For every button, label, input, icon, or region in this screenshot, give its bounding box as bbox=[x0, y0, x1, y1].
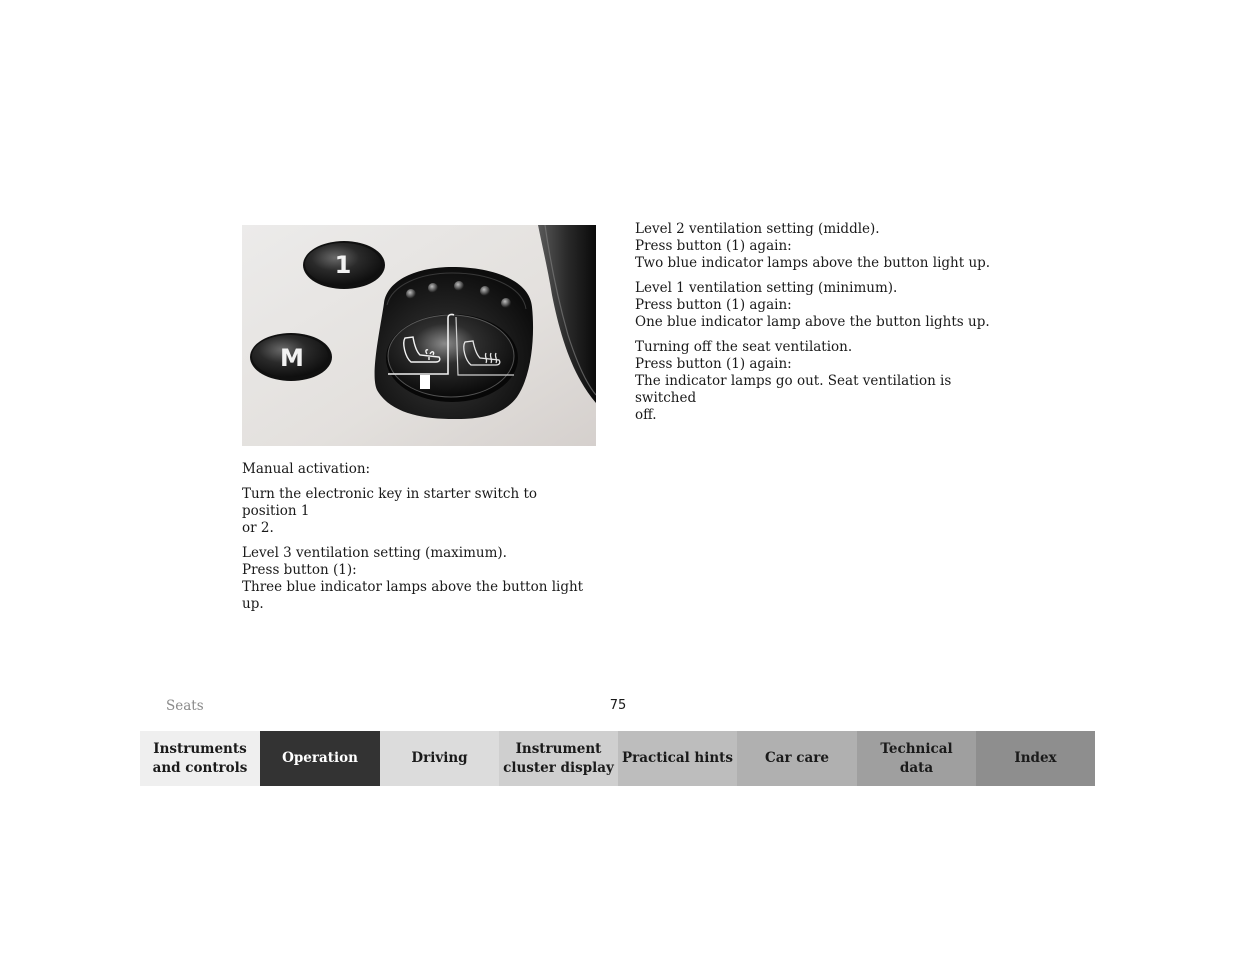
paragraph bbox=[242, 486, 592, 537]
switch-illustration bbox=[242, 225, 596, 446]
nav-tab-instruments-and-controls[interactable]: Instruments and controls bbox=[140, 731, 260, 786]
nav-tab-practical-hints[interactable]: Practical hints bbox=[618, 731, 737, 786]
right-text-column bbox=[635, 221, 997, 432]
indicator-lamp bbox=[428, 283, 438, 293]
button-1[interactable] bbox=[303, 241, 385, 289]
text-line: Press button (1) again: bbox=[635, 238, 792, 254]
text-line: off. bbox=[635, 407, 657, 423]
switch-pointer-mark bbox=[420, 375, 430, 389]
text-line: Level 2 ventilation setting (middle). bbox=[635, 221, 880, 237]
memory-button-label: M bbox=[280, 344, 304, 372]
text-line: Level 3 ventilation setting (maximum). bbox=[242, 545, 507, 561]
text-line: Manual activation: bbox=[242, 461, 371, 477]
button-1-label: 1 bbox=[334, 251, 352, 279]
nav-tab-driving[interactable]: Driving bbox=[380, 731, 499, 786]
page-number: 75 bbox=[609, 698, 627, 713]
indicator-lamp bbox=[480, 286, 490, 296]
seat-ventilation-switch-figure bbox=[242, 225, 596, 446]
text-line: Two blue indicator lamps above the button light up. bbox=[635, 255, 991, 271]
text-line: Press button (1): bbox=[242, 562, 357, 578]
nav-tab-instrument-cluster-display[interactable]: Instrument cluster display bbox=[499, 731, 618, 786]
paragraph bbox=[635, 339, 997, 424]
paragraph bbox=[242, 461, 592, 478]
chapter-nav bbox=[140, 731, 1095, 786]
nav-tab-operation[interactable]: Operation bbox=[260, 731, 380, 786]
paragraph bbox=[242, 545, 592, 613]
text-line: Turn the electronic key in starter switch to position 1 bbox=[242, 486, 537, 519]
section-title: Seats bbox=[166, 698, 204, 714]
text-line: Level 1 ventilation setting (minimum). bbox=[635, 280, 898, 296]
nav-tab-index[interactable]: Index bbox=[976, 731, 1095, 786]
text-line: Turning off the seat ventilation. bbox=[635, 339, 853, 355]
seat-climate-rocker-switch[interactable] bbox=[386, 314, 518, 402]
text-line: Press button (1) again: bbox=[635, 297, 792, 313]
indicator-lamp bbox=[406, 289, 416, 299]
left-text-column bbox=[242, 461, 592, 621]
indicator-lamp bbox=[454, 281, 464, 291]
text-line: Three blue indicator lamps above the button light up. bbox=[242, 579, 584, 612]
paragraph bbox=[635, 280, 997, 331]
nav-tab-technical-data[interactable]: Technical data bbox=[857, 731, 976, 786]
memory-button[interactable] bbox=[250, 333, 332, 381]
text-line: Press button (1) again: bbox=[635, 356, 792, 372]
nav-tab-car-care[interactable]: Car care bbox=[737, 731, 857, 786]
text-line: The indicator lamps go out. Seat ventilation is switched bbox=[635, 373, 952, 406]
indicator-lamp bbox=[501, 298, 511, 308]
text-line: or 2. bbox=[242, 520, 274, 536]
text-line: One blue indicator lamp above the button lights up. bbox=[635, 314, 990, 330]
paragraph bbox=[635, 221, 997, 272]
